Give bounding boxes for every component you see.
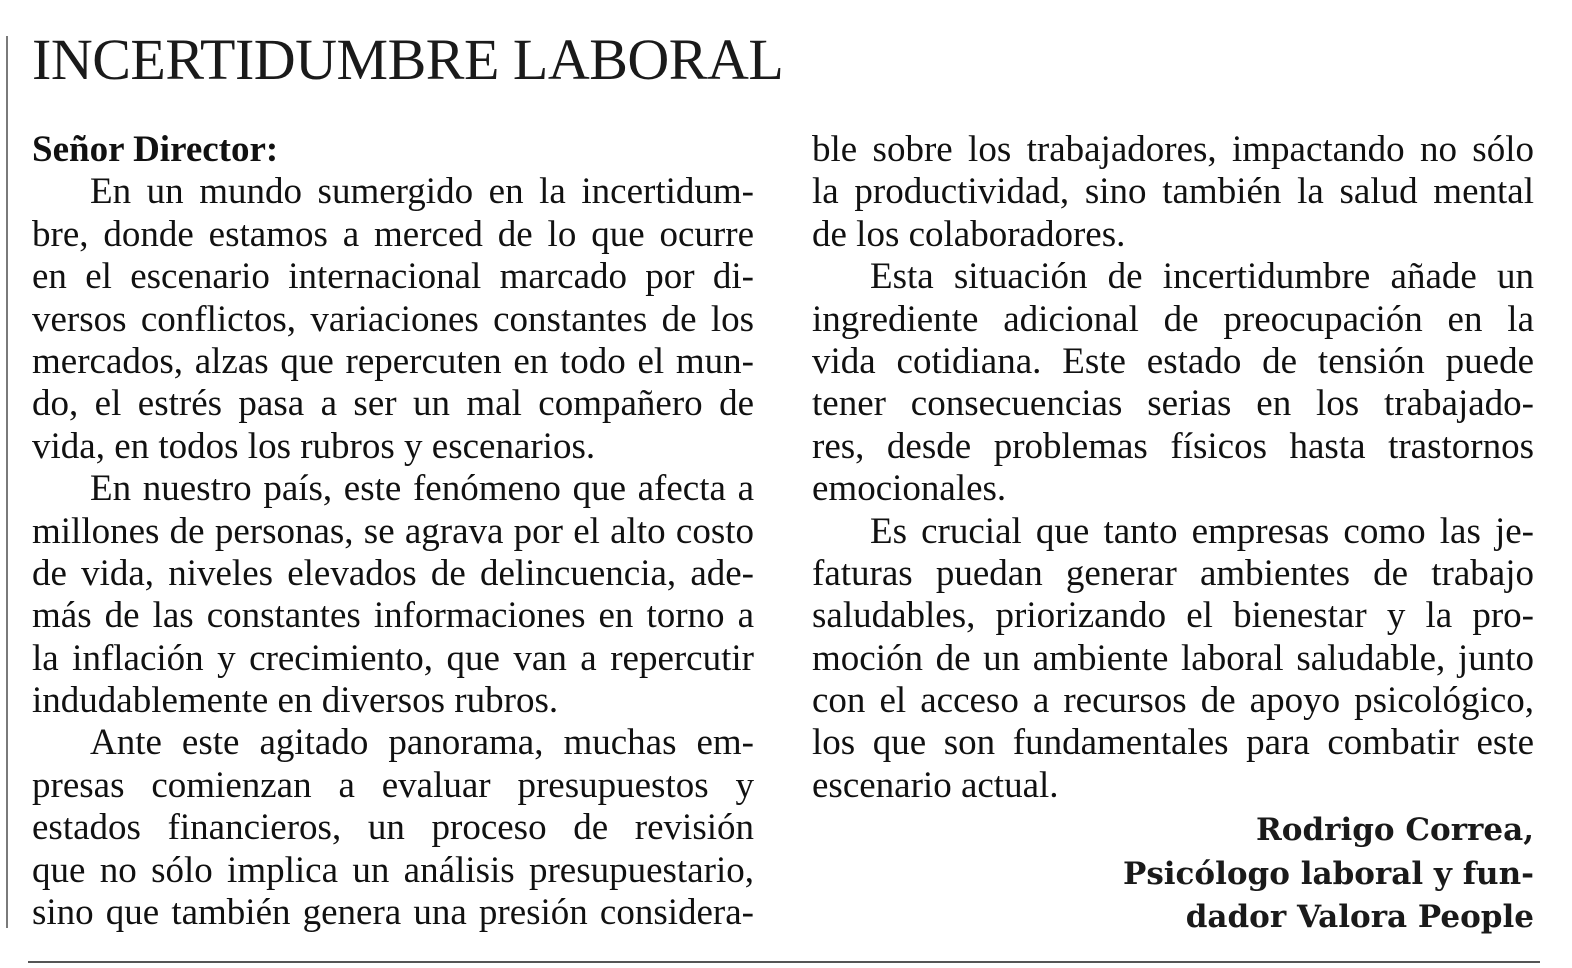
paragraph-5-line: faturas puedan generar ambientes de trabajo: [812, 552, 1534, 594]
author-title: Psicólogo laboral y fun-: [1123, 855, 1534, 892]
author-title: dador Valora People: [1185, 899, 1534, 935]
article-column-left: [32, 129, 754, 934]
paragraph-4-line: tener consecuencias serias en los trabajado-: [812, 383, 1534, 425]
paragraph-4-line: vida cotidiana. Este estado de tensión puede: [812, 340, 1534, 382]
paragraph-5-line: los que son fundamentales para combatir este: [812, 722, 1534, 764]
article-column-right: [812, 129, 1534, 807]
paragraph-2-line: En nuestro país, este fenómeno que afecta a: [90, 468, 754, 510]
paragraph-4-line: res, desde problemas físicos hasta trastornos: [812, 425, 1534, 467]
paragraph-1-line: versos conflictos, variaciones constantes de los: [32, 298, 754, 340]
paragraph-5-line: Es crucial que tanto empresas como las je-: [870, 510, 1534, 552]
paragraph-2-line: indudablemente en diversos rubros.: [32, 680, 559, 722]
paragraph-1-line: mercados, alzas que repercuten en todo el mun-: [32, 340, 754, 382]
paragraph-3-line: ble sobre los trabajadores, impactando no sólo: [812, 129, 1534, 170]
bottom-rule: [28, 961, 1540, 963]
paragraph-3-line: sino que también genera una presión considera-: [32, 892, 754, 934]
author-signature: [1123, 809, 1534, 940]
left-column-rule: [6, 36, 8, 928]
paragraph-1-line: En un mundo sumergido en la incertidum-: [90, 171, 754, 213]
paragraph-4-line: Esta situación de incertidumbre añade un: [870, 256, 1534, 298]
paragraph-3-line: estados financieros, un proceso de revisión: [32, 807, 754, 849]
paragraph-5-line: escenario actual.: [812, 764, 1059, 806]
paragraph-2-line: millones de personas, se agrava por el alto costo: [32, 510, 754, 552]
paragraph-3-line: presas comienzan a evaluar presupuestos y: [32, 764, 754, 806]
paragraph-2-line: la inflación y crecimiento, que van a repercutir: [32, 637, 754, 679]
author-name: Rodrigo Correa,: [1256, 812, 1534, 848]
paragraph-1-line: vida, en todos los rubros y escenarios.: [32, 425, 596, 467]
salutation: Señor Director:: [32, 129, 279, 170]
paragraph-5-line: saludables, priorizando el bienestar y la pro-: [812, 595, 1534, 637]
paragraph-3-line: de los colaboradores.: [812, 213, 1126, 255]
paragraph-1-line: en el escenario internacional marcado por di-: [32, 256, 754, 298]
paragraph-4-line: ingrediente adicional de preocupación en la: [812, 298, 1534, 340]
paragraph-1-line: do, el estrés pasa a ser un mal compañero de: [32, 383, 754, 425]
paragraph-4-line: emocionales.: [812, 468, 1007, 510]
article-headline: INCERTIDUMBRE LABORAL: [32, 27, 784, 92]
paragraph-2-line: más de las constantes informaciones en torno a: [32, 595, 754, 637]
paragraph-5-line: con el acceso a recursos de apoyo psicológico,: [812, 680, 1534, 722]
paragraph-2-line: de vida, niveles elevados de delincuencia, ade-: [32, 552, 754, 594]
paragraph-1-line: bre, donde estamos a merced de lo que ocurre: [32, 213, 754, 255]
paragraph-3-line: la productividad, sino también la salud mental: [812, 171, 1534, 213]
paragraph-3-line: Ante este agitado panorama, muchas em-: [90, 722, 754, 764]
paragraph-3-line: que no sólo implica un análisis presupuestario,: [32, 849, 754, 891]
paragraph-5-line: moción de un ambiente laboral saludable, junto: [812, 637, 1534, 679]
